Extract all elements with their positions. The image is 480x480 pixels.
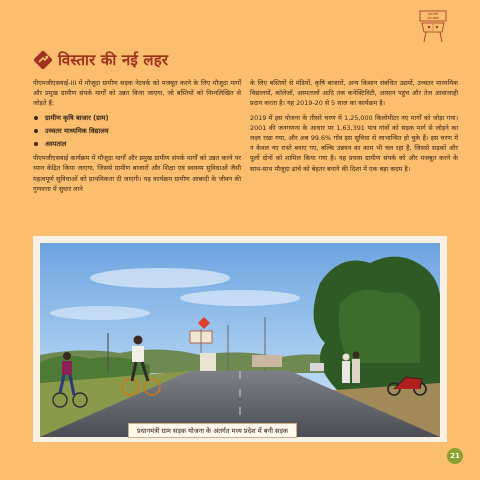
left-column <box>33 78 241 198</box>
section-heading <box>34 50 168 70</box>
intro-paragraph: पीएमजीएसवाई-III में मौजूदा ग्रामीण सड़क नेटवर्क को मजबूत करने के लिए मौजूदा मार्गों और प्रमुख ग्रामीण संपर्क मार्गों को उन्नत किया जाएगा, जो बस्तियों को निम्नलिखित से जोड़ते हैं: <box>33 79 241 108</box>
list-item: ग्रामीण कृषि बाजार (ग्राम) <box>33 113 241 123</box>
road-arrow-icon <box>34 51 52 69</box>
pmgsy-logo-icon <box>418 10 448 44</box>
facility-list <box>33 113 241 150</box>
body-paragraph: 2019 में इस योजना के तीसरे चरण में 1,25,000 किलोमीटर नए मार्गों को जोड़ा गया। 2001 की जनगणना के आधार पर 1,63,391 पात्र गांवों को सड़क मार्ग से जोड़ने का लक्ष्य रखा गया, और अब 99.6% गाँव इस सुविधा से लाभान्वित हो चुके हैं। इस चरण में न केवल नए रास्ते बनाए गए, बल्कि उन्नयन का काम भी चल रहा है, जिससे सड़कों और पुलों दोनों को शामिल किया गया है। यह प्रयास ग्रामीण संपर्क को और मजबूत करने के साथ-साथ मौजूदा ढांचे को बेहतर बनाने की दिशा में एक बड़ा कदम है। <box>250 113 458 173</box>
right-column <box>250 78 458 178</box>
svg-text:ग्राम सड़क: ग्राम सड़क <box>427 16 439 20</box>
road-photo <box>40 243 440 437</box>
page-number: 21 <box>447 448 463 464</box>
photo-caption: प्रधानमंत्री ग्राम सड़क योजना के अंतर्गत मध्य प्रदेश में बनी सड़क <box>128 423 297 438</box>
body-paragraph: के लिए बस्तियों से मंडियों, कृषि बाजारों, अन्य किसान संबंधित उद्यमों, उच्चतर माध्यमिक विद्यालयों, कॉलेजों, अस्पतालों आदि तक कनेक्टिविटी, आसान पहुंच और तेज आवाजाही प्रदान करता है। यह 2019-20 से 5 साल का कार्यक्रम है। <box>250 79 458 108</box>
list-item: उच्चतर माध्यमिक विद्यालय <box>33 126 241 136</box>
svg-text:प्रधानमंत्री: प्रधानमंत्री <box>427 12 439 16</box>
body-paragraph: पीएमजीएसवाई कार्यक्रम में मौजूदा मार्गों और प्रमुख ग्रामीण संपर्क मार्गों को उन्नत करने पर ध्यान केंद्रित किया जाएगा, जिससे ग्रामीण बाजारों और शिक्षा एवं स्वास्थ्य सुविधाओं जैसी महत्वपूर्ण सुविधाओं को प्राथमिकता दी जाएगी। यह कार्यक्रम ग्रामीण आबादी के जीवन की गुणवत्ता में सुधार लाने <box>33 154 241 193</box>
list-item: अस्पताल <box>33 139 241 149</box>
page-title: विस्तार की नई लहर <box>58 51 169 69</box>
